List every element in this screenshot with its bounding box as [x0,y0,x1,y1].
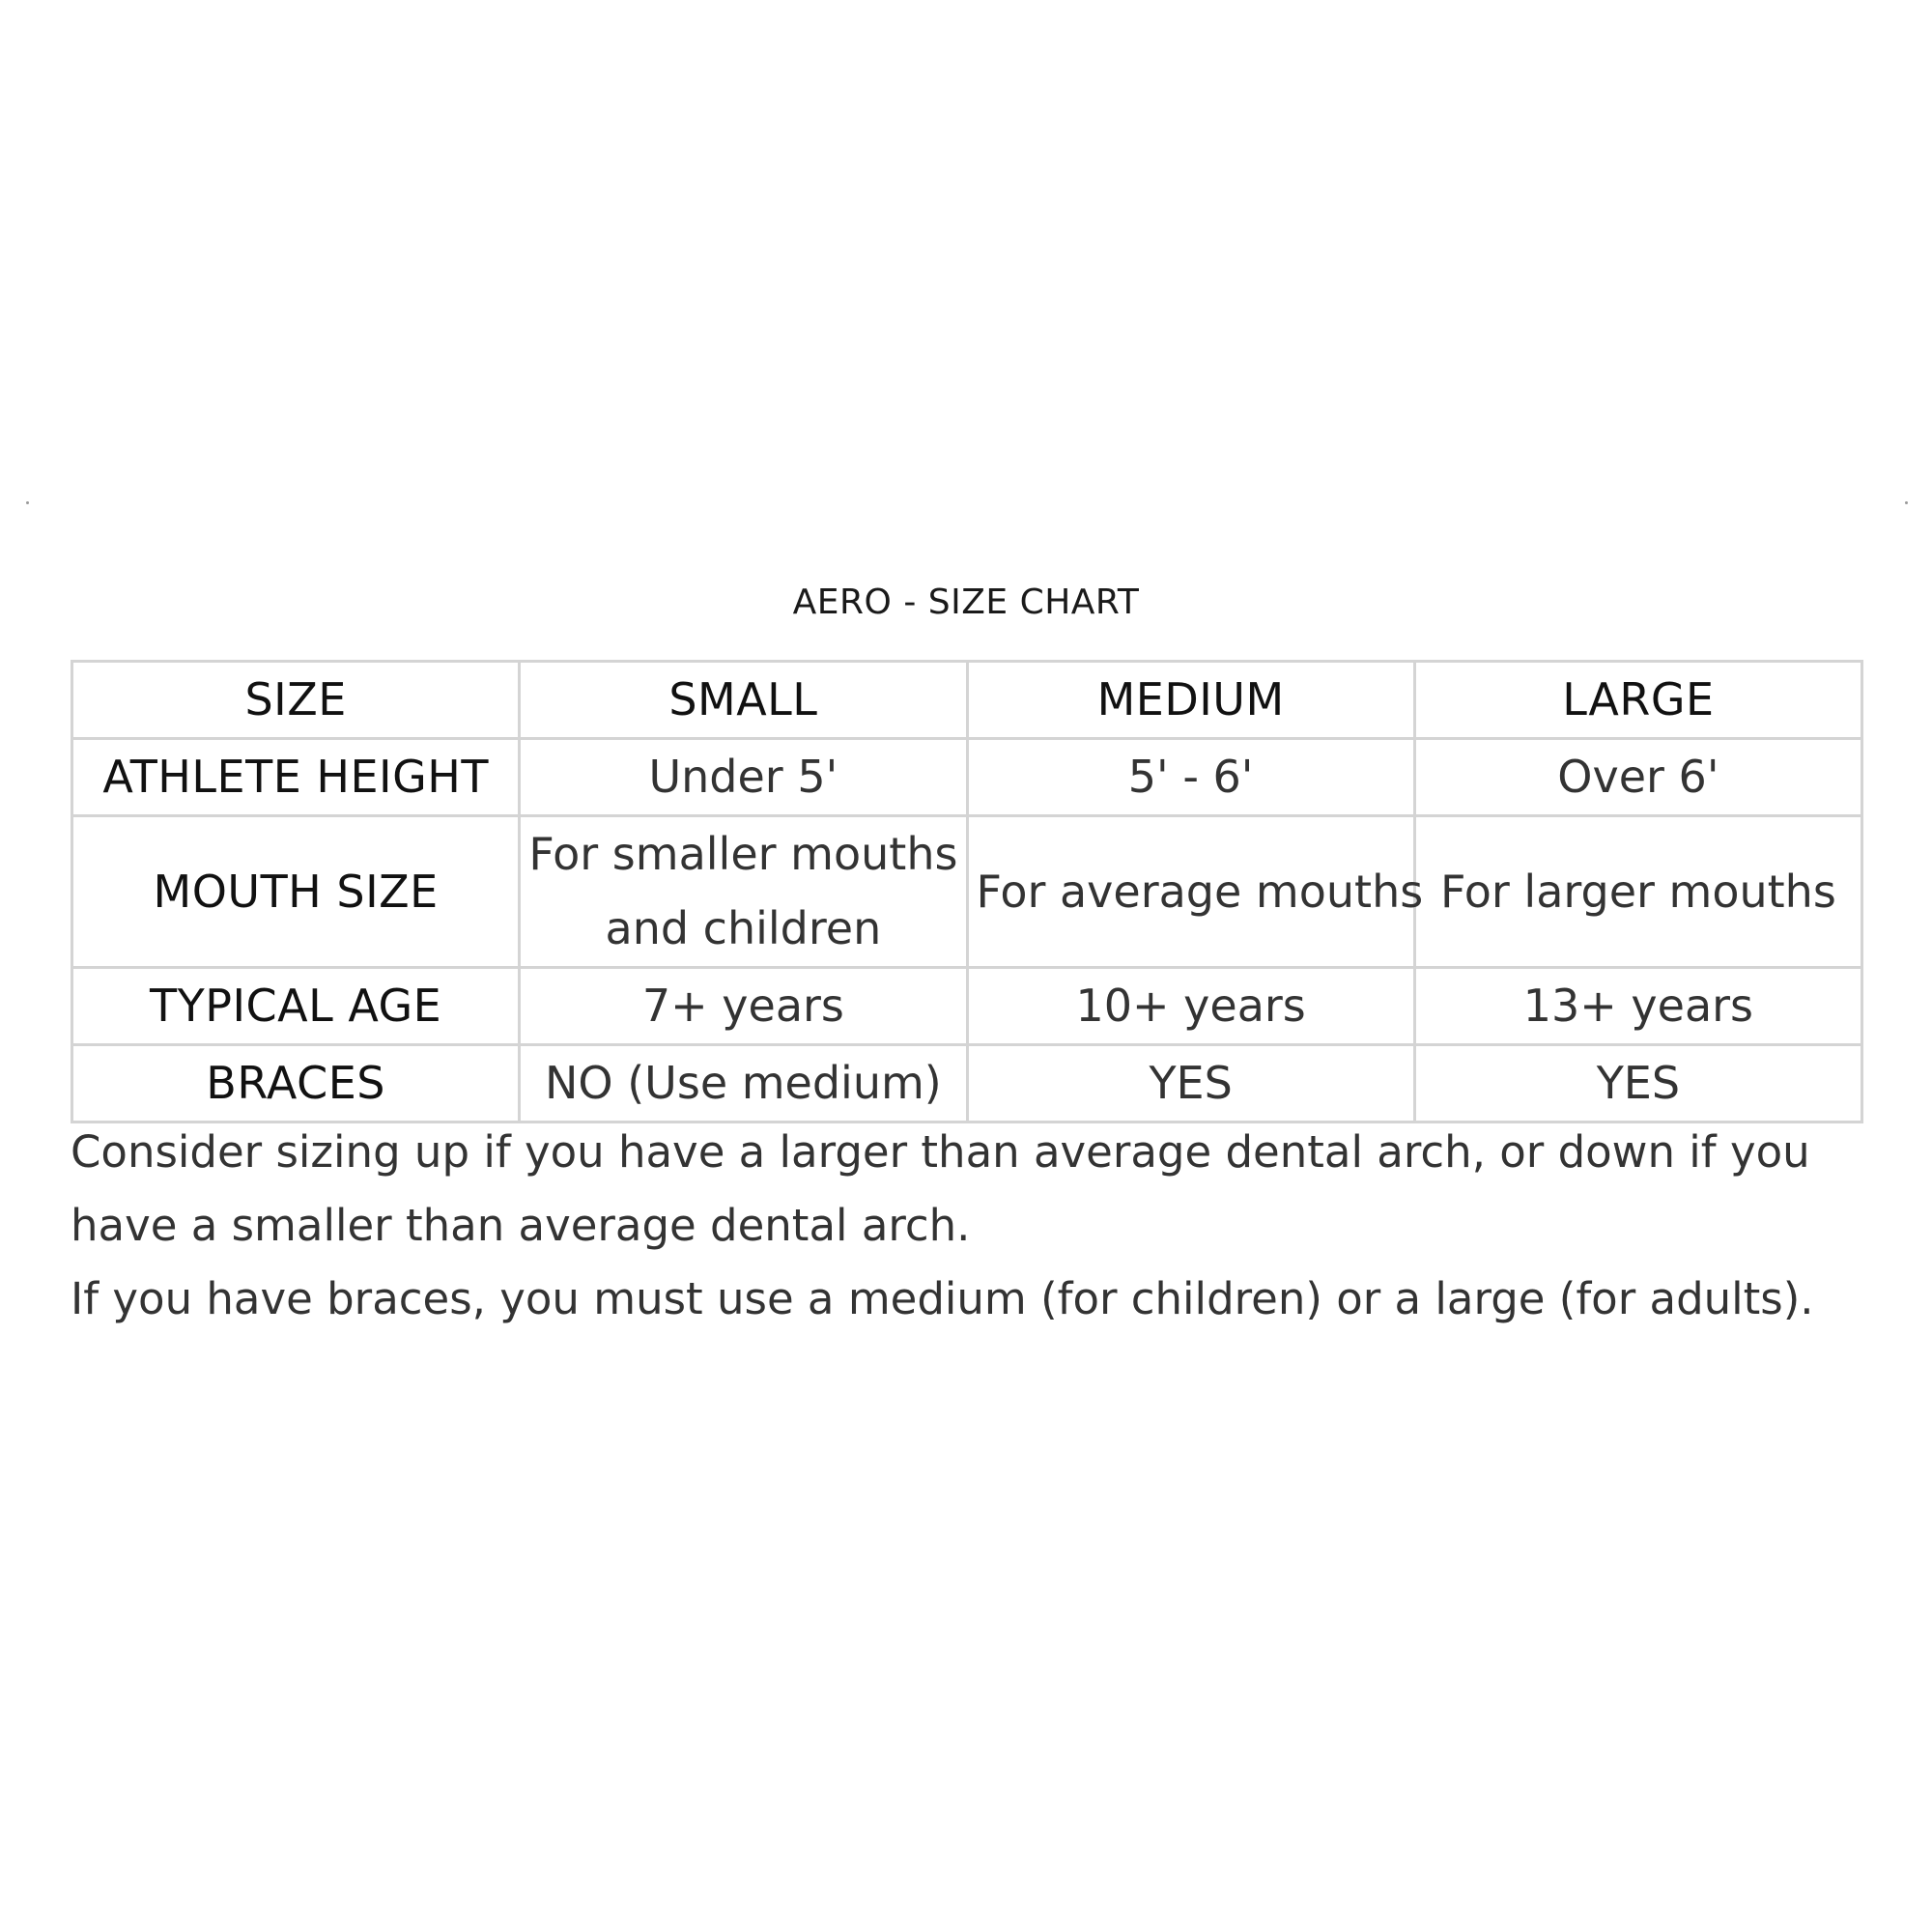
cell-mouth-small [520,816,967,968]
column-header-medium: MEDIUM [967,662,1414,739]
table-row-typical-age [72,968,1862,1045]
row-label-typical-age: TYPICAL AGE [72,968,520,1045]
table-row-mouth-size [72,816,1862,968]
cell-mouth-small-line1: For smaller mouths [528,828,958,880]
page-title: AERO - SIZE CHART [792,582,1140,622]
size-chart-table [71,660,1863,1123]
cell-age-medium: 10+ years [967,968,1414,1045]
table-row-braces [72,1045,1862,1122]
note-dental-arch: Consider sizing up if you have a larger than average dental arch, or down if you have a smaller than average dental arch. [71,1126,1810,1251]
cell-mouth-small-line2: and children [605,902,882,954]
row-label-size: SIZE [72,662,520,739]
cell-mouth-medium: For average mouths [967,816,1414,968]
column-header-large: LARGE [1414,662,1861,739]
sizing-notes [71,1116,1877,1336]
cell-braces-medium: YES [967,1045,1414,1122]
table-row-size [72,662,1862,739]
cell-height-medium: 5' - 6' [967,739,1414,816]
column-header-small: SMALL [520,662,967,739]
cell-height-small: Under 5' [520,739,967,816]
row-label-athlete-height: ATHLETE HEIGHT [72,739,520,816]
row-label-mouth-size: MOUTH SIZE [72,816,520,968]
table-row-athlete-height [72,739,1862,816]
stray-dot-right [1905,501,1908,504]
cell-braces-small: NO (Use medium) [520,1045,967,1122]
cell-age-large: 13+ years [1414,968,1861,1045]
row-label-braces: BRACES [72,1045,520,1122]
cell-height-large: Over 6' [1414,739,1861,816]
cell-braces-large: YES [1414,1045,1861,1122]
note-braces: If you have braces, you must use a medium (for children) or a large (for adults). [71,1273,1814,1324]
cell-age-small: 7+ years [520,968,967,1045]
cell-mouth-large: For larger mouths [1414,816,1861,968]
stray-dot-left [26,501,29,504]
